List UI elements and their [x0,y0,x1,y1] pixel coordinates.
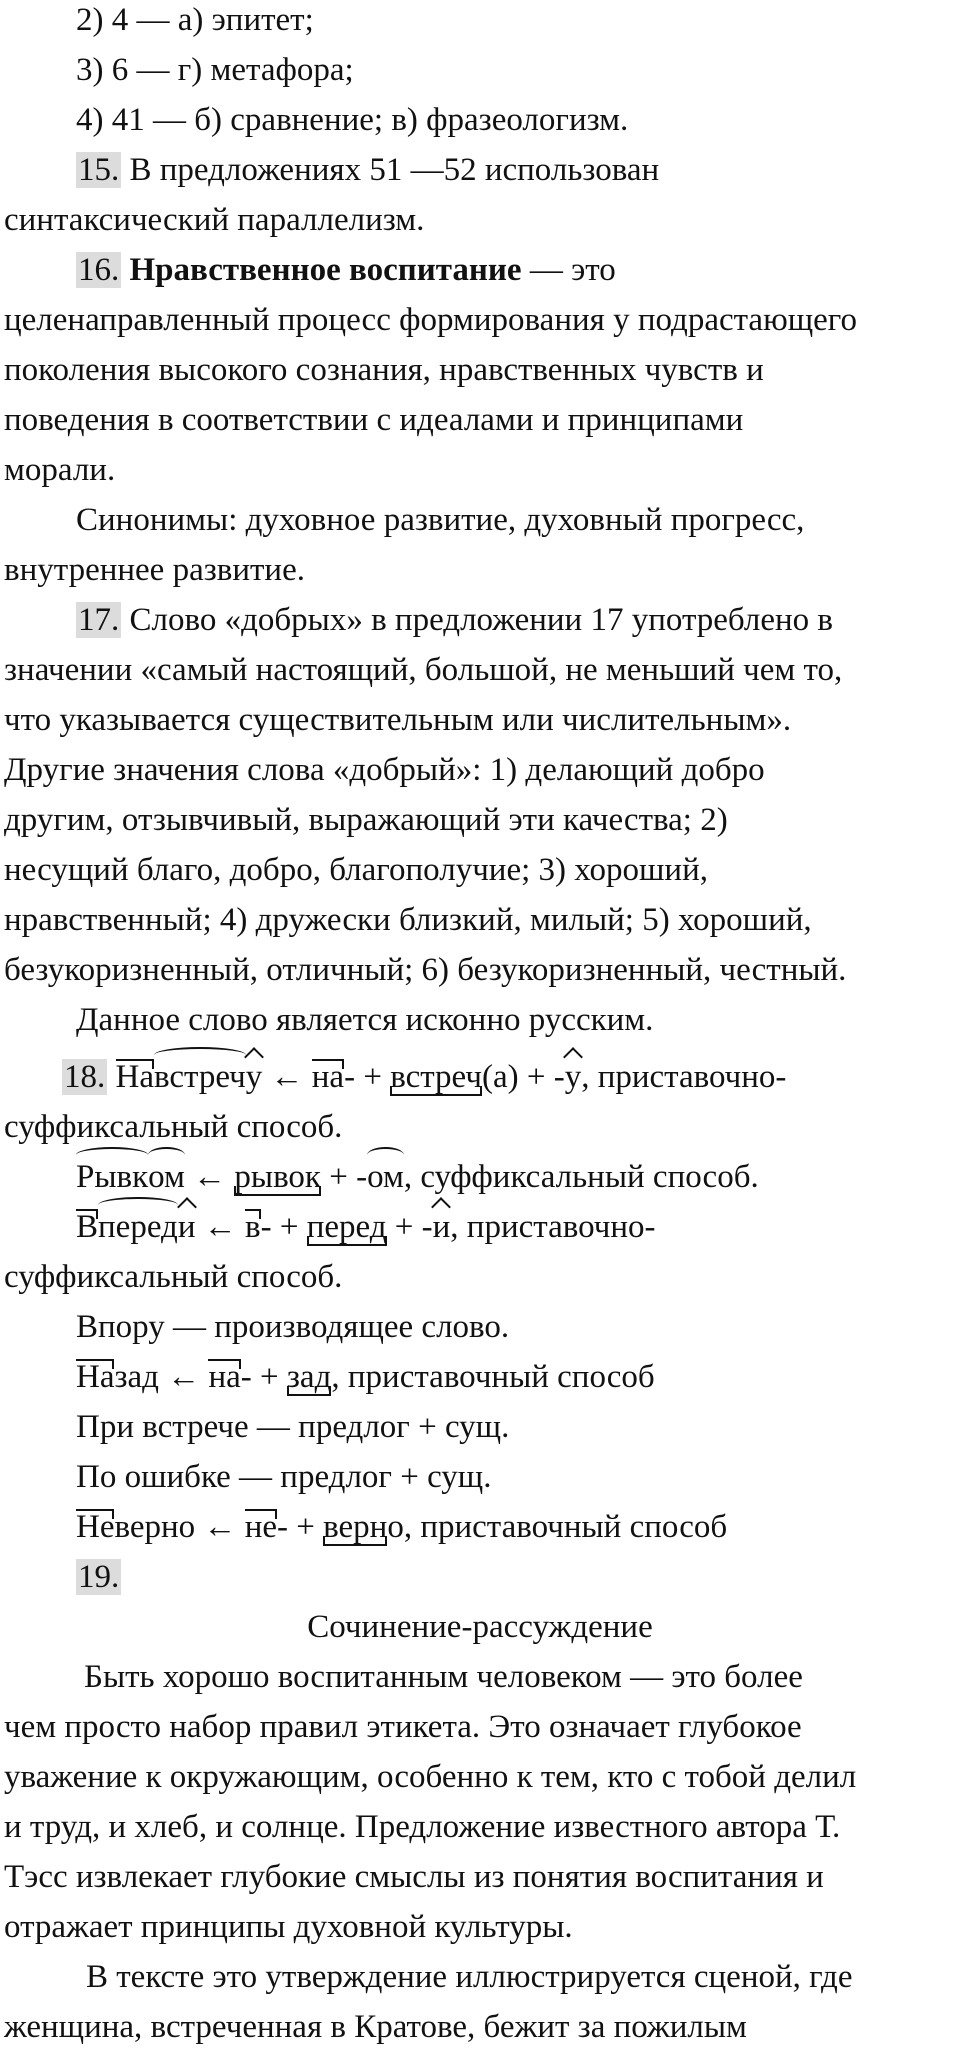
q15-line-1 [76,146,659,194]
q16-term: Нравственное воспитание [121,252,522,288]
stem-mark: верн [323,1509,388,1545]
q18-word-4: Впору — производящее слово. [76,1309,510,1345]
prefix-mark: На [115,1059,154,1095]
q16-line-3: поколения высокого сознания, нравственных чувств и [4,352,764,388]
essay-p1-line-5: Тэсс извлекает глубокие смыслы из понятия воспитания и [4,1859,824,1895]
derivation-arrow: ← [195,1209,245,1245]
stem-mark: рывок [234,1159,321,1195]
q17-text: Слово «добрых» в предложении 17 употреблено в [121,602,833,638]
q16-line-1 [76,246,616,294]
q18-text: (а) + - [481,1059,565,1095]
prefix-mark: на [208,1359,241,1395]
question-number-19: 19. [78,1559,120,1595]
suffix-mark: у [245,1059,263,1095]
essay-title: Сочинение-рассуждение [307,1609,653,1645]
q16-line-5: морали. [4,452,116,488]
q18-text: - + [240,1359,287,1395]
derivation-arrow: ← [262,1059,312,1095]
q18-text: , приставочно- [450,1209,656,1245]
question-number-17: 17. [78,602,120,638]
q15-line-2: синтаксический параллелизм. [4,202,425,238]
q17-line-9: Данное слово является исконно русским. [76,1002,654,1038]
prefix-mark: В [76,1209,99,1245]
q18-word-6: При встрече — предлог + сущ. [76,1409,510,1445]
essay-p1-line-3: уважение к окружающим, особенно к тем, кто с тобой делил [4,1759,857,1795]
q16-synonyms-2: внутреннее развитие. [4,552,305,588]
root-mark: перед [98,1209,178,1245]
essay-p1-line-2: чем просто набор правил этикета. Это означает глубокое [4,1709,802,1745]
essay-p2-line-1: В тексте это утверждение иллюстрируется сценой, где [86,1959,853,1995]
q17-line-4: Другие значения слова «добрый»: 1) делающий добро [4,752,765,788]
suffix-mark: у [564,1059,582,1095]
essay-p1-line-4: и труд, и хлеб, и солнце. Предложение известного автора Т. [4,1809,841,1845]
q18-word-1 [62,1053,786,1101]
q17-line-5: другим, отзывчивый, выражающий эти качества; 2) [4,802,728,838]
q17-line-6: несущий благо, добро, благополучие; 3) хороший, [4,852,708,888]
derivation-arrow: ← [184,1159,235,1195]
q15-text: В предложениях 51 —52 использован [121,152,660,188]
suffix-mark: ом [367,1159,404,1195]
q18-text: , суффиксальный способ. [403,1159,759,1195]
q19-number-line [76,1553,121,1601]
q18-text: о [387,1509,404,1545]
q18-text: - + [260,1209,307,1245]
prefix-mark: не [244,1509,277,1545]
q17-line-1 [76,596,833,644]
stem-mark: встреч [390,1059,482,1095]
q18-text: , приставочный способ [331,1359,655,1395]
answer-line-3: 3) 6 — г) метафора; [76,52,354,88]
q18-text: , приставочный способ [403,1509,728,1545]
prefix-mark: на [311,1059,345,1095]
q18-word-7: По ошибке — предлог + сущ. [76,1459,492,1495]
q18-text: - + [344,1059,391,1095]
answer-line-2: 2) 4 — а) эпитет; [76,2,314,38]
prefix-mark: в [245,1209,261,1245]
stem-mark: перед [306,1209,387,1245]
root-mark: встреч [153,1059,246,1095]
q17-line-8: безукоризненный, отличный; 6) безукоризненный, честный. [4,952,847,988]
q17-line-7: нравственный; 4) дружески близкий, милый; 5) хороший, [4,902,812,938]
question-number-15: 15. [78,152,120,188]
essay-p1-line-1: Быть хорошо воспитанным человеком — это более [84,1659,803,1695]
derivation-arrow: ← [158,1359,209,1395]
q16-line-2: целенаправленный процесс формирования у подрастающего [4,302,858,338]
answer-line-4: 4) 41 — б) сравнение; в) фразеологизм. [76,102,629,138]
q18-text: зад [114,1359,159,1395]
prefix-mark: На [76,1359,115,1395]
q18-word-3-cont: суффиксальный способ. [4,1259,343,1295]
suffix-mark: и [432,1209,451,1245]
q16-text: — это [521,252,616,288]
q18-text: , приставочно- [581,1059,787,1095]
root-mark: Рывк [76,1159,149,1195]
q18-text: - + [277,1509,324,1545]
question-number-18: 18. [64,1059,106,1095]
q18-word-1-cont: суффиксальный способ. [4,1109,343,1145]
q18-word-2 [76,1153,759,1201]
q18-word-5 [76,1353,655,1401]
prefix-mark: Не [76,1509,115,1545]
q18-text: + - [386,1209,433,1245]
q18-word-3 [76,1203,655,1251]
derivation-arrow: ← [195,1509,245,1545]
suffix-mark: и [177,1209,196,1245]
q16-line-4: поведения в соответствии с идеалами и принципами [4,402,744,438]
q18-text: + - [320,1159,368,1195]
q17-line-3: что указывается существительным или числительным». [4,702,792,738]
q16-synonyms-1: Синонимы: духовное развитие, духовный прогресс, [76,502,805,538]
essay-p1-line-6: отражает принципы духовной культуры. [4,1909,573,1945]
question-number-16: 16. [78,252,120,288]
stem-mark: зад [286,1359,332,1395]
q18-text: верно [114,1509,196,1545]
root-mark: ом [148,1159,185,1195]
q17-line-2: значении «самый настоящий, большой, не меньший чем то, [4,652,843,688]
essay-p2-line-2: женщина, встреченная в Кратове, бежит за пожилым [4,2009,747,2045]
q18-word-8 [76,1503,727,1551]
